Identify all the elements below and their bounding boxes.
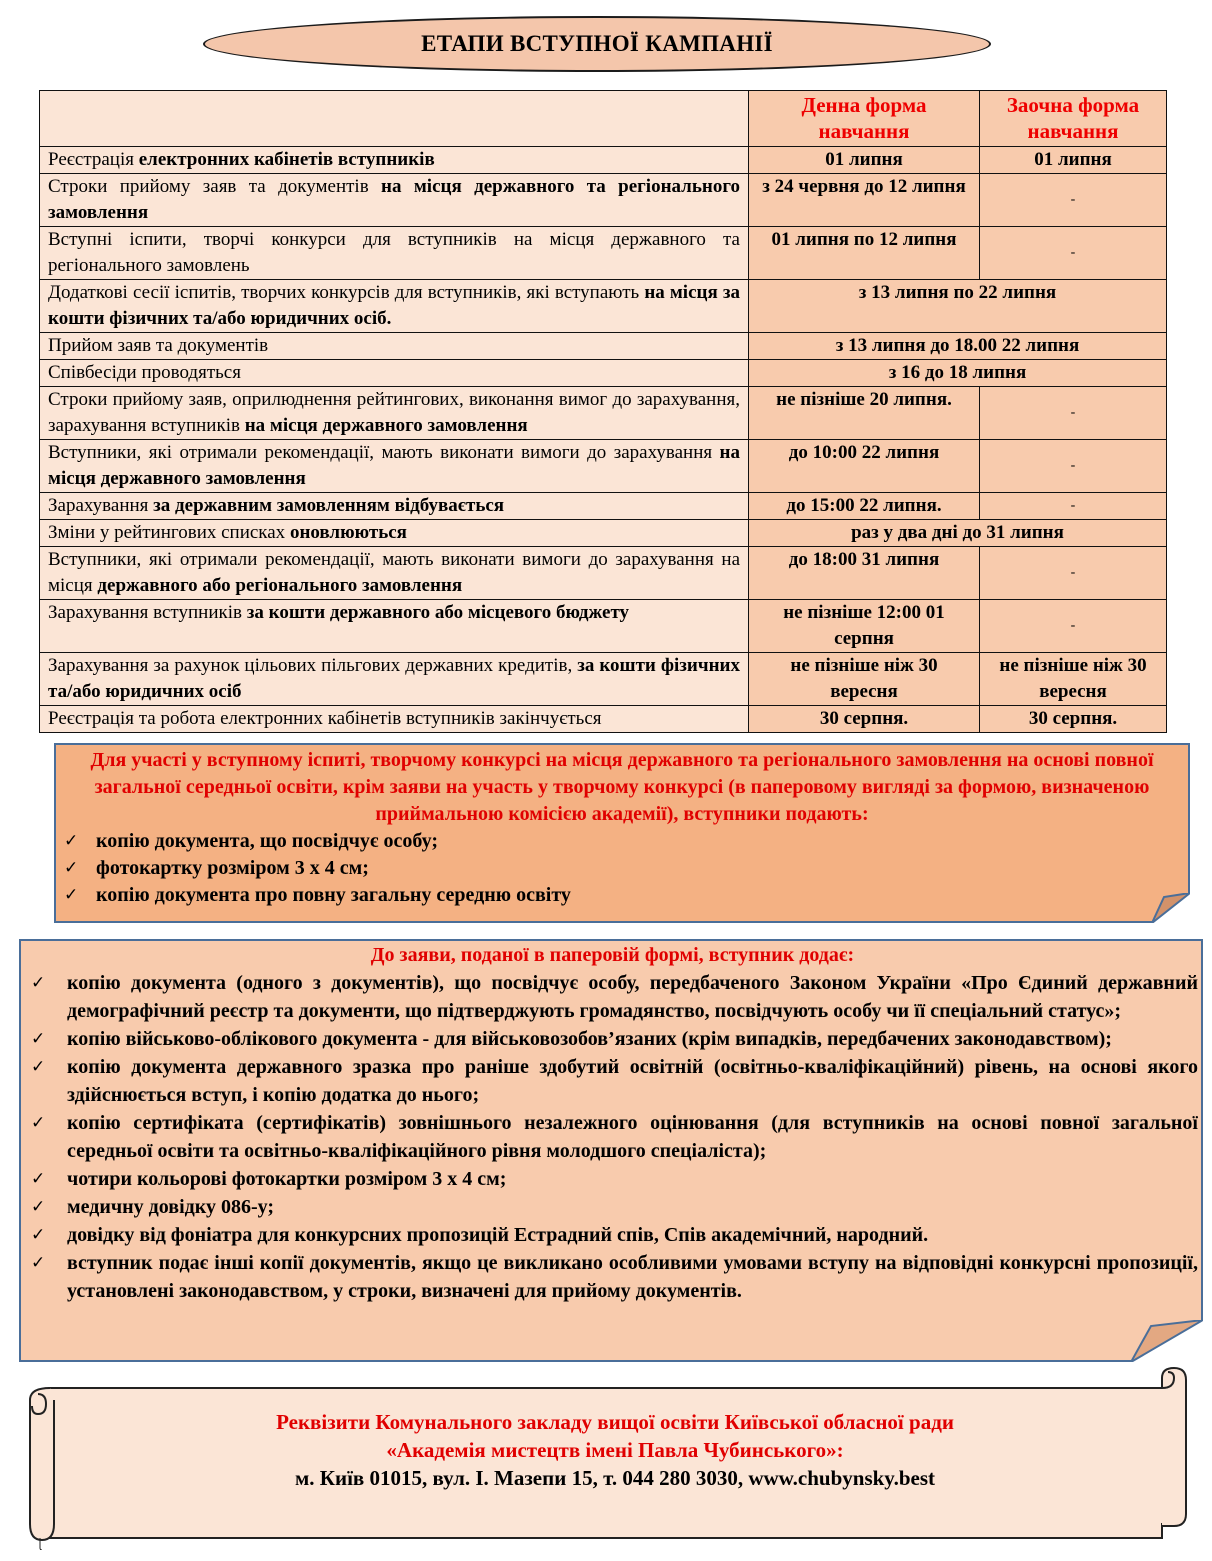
document-item-text: вступник подає інші копії документів, якщо це викликано особливими умовами вступу на відповідні конкурсні пропозиції, установлені законодавством, у строки, визначені для прийому документів. — [67, 1252, 1198, 1302]
document-item — [27, 1221, 1198, 1249]
row-description-text: Вступники, які отримали рекомендації, мають виконати вимоги до зарахування — [48, 442, 720, 463]
row-date-day-form: до 15:00 22 липня. — [749, 493, 980, 520]
not-applicable-dash: - — [1070, 245, 1076, 260]
document-item-text: копію сертифіката (сертифікатів) зовнішнього незалежного оцінювання (для вступників на основі повної загальної середньої освіти та освітньо-кваліфікаційного рівня молодшого спеціаліста); — [67, 1112, 1198, 1162]
checkmark-icon: ✓ — [31, 1253, 46, 1273]
document-item — [27, 1109, 1198, 1165]
page-title: ЕТАПИ ВСТУПНОЇ КАМПАНІЇ — [421, 31, 773, 56]
row-description — [40, 520, 749, 547]
table-row — [40, 227, 1167, 280]
notice-documents-box — [19, 939, 1203, 1362]
row-description-text: Зарахування за рахунок цільових пільгових державних кредитів, — [48, 655, 578, 676]
submission-item — [56, 828, 1188, 855]
checkmark-icon: ✓ — [64, 885, 79, 905]
document-item-text: копію документа (одного з документів), що посвідчує особу, передбаченого Законом України «Про Єдиний державний демографічний реєстр та документи, що підтверджують громадянство, посвідчують особу чи її спеціальний статус»; — [67, 972, 1198, 1022]
table-header-empty — [40, 91, 749, 147]
submission-item-text: копію документа про повну загальну середню освіту — [96, 884, 571, 906]
row-description-text: Додаткові сесії іспитів, творчих конкурсів для вступників, які вступають — [48, 282, 645, 303]
row-description-text: Зміни у рейтингових списках — [48, 522, 290, 543]
notice-submission-box — [54, 743, 1190, 923]
submission-item — [56, 855, 1188, 882]
row-date-both-forms: з 13 липня до 18.00 22 липня — [749, 333, 1167, 360]
row-date-extramural-form — [980, 227, 1167, 280]
document-item — [27, 1193, 1198, 1221]
table-row — [40, 360, 1167, 387]
table-row — [40, 147, 1167, 174]
table-row — [40, 600, 1167, 653]
row-date-extramural-form: 01 липня — [980, 147, 1167, 174]
row-description-text: Реєстрація та робота електронних кабінетів вступників закінчується — [48, 708, 602, 729]
row-date-day-form: до 10:00 22 липня — [749, 440, 980, 493]
row-description-text: Строки прийому заяв, оприлюднення рейтингових, виконання вимог до зарахування, зарахування вступників — [48, 389, 740, 436]
row-date-extramural-form — [980, 493, 1167, 520]
document-item — [27, 1025, 1198, 1053]
document-item — [27, 1053, 1198, 1109]
document-item-text: копію документа державного зразка про раніше здобутий освітній (освітньо-кваліфікаційний) рівень, на основі якого здійснюється вступ, і копію додатка до нього; — [67, 1056, 1198, 1106]
table-row — [40, 387, 1167, 440]
row-date-day-form: 30 серпня. — [749, 706, 980, 733]
not-applicable-dash: - — [1070, 618, 1076, 633]
row-description-text: Реєстрація — [48, 149, 139, 170]
submission-item — [56, 882, 1188, 909]
row-description-text: Строки прийому заяв та документів — [48, 176, 382, 197]
row-description — [40, 547, 749, 600]
row-description-text: Прийом заяв та документів — [48, 335, 269, 356]
notice-submission-list — [56, 828, 1188, 909]
checkmark-icon: ✓ — [31, 973, 46, 993]
row-description — [40, 493, 749, 520]
checkmark-icon: ✓ — [31, 1113, 46, 1133]
row-description-text: Співбесіди проводяться — [48, 362, 241, 383]
table-row — [40, 174, 1167, 227]
table-row — [40, 547, 1167, 600]
row-description-emphasis: оновлюються — [289, 522, 407, 543]
notice-submission-heading: Для участі у вступному іспиті, творчому конкурсі на місця державного та регіонального замовлення на основі повної загальної середньої освіти, крім заяви на участь у творчому конкурсі (в паперовому вигляді за формою, визначеною приймальною комісією академії), вступники подають: — [90, 749, 1154, 825]
document-item — [27, 1249, 1198, 1305]
row-date-day-form: 01 липня — [749, 147, 980, 174]
page-curl-icon — [1152, 893, 1190, 923]
not-applicable-dash: - — [1070, 458, 1076, 473]
row-description — [40, 333, 749, 360]
page-curl-icon — [1131, 1320, 1203, 1362]
row-date-extramural-form — [980, 440, 1167, 493]
document-item — [27, 1165, 1198, 1193]
submission-item-text: копію документа, що посвідчує особу; — [96, 830, 439, 852]
row-description-emphasis: державного або регіонального замовлення — [97, 575, 463, 596]
document-item-text: копію військово-облікового документа - для військовозобов’язаних (крім випадків, передбачених законодавством); — [67, 1028, 1112, 1050]
row-description — [40, 653, 749, 706]
row-description-text: Вступники, які отримали рекомендації, мають виконати вимоги до зарахування на місця — [48, 549, 740, 596]
row-description-emphasis: за кошти державного або місцевого бюджету — [246, 602, 630, 623]
table-row — [40, 493, 1167, 520]
not-applicable-dash: - — [1070, 565, 1076, 580]
not-applicable-dash: - — [1070, 405, 1076, 420]
document-item — [27, 969, 1198, 1025]
row-description-text: Зарахування вступників — [48, 602, 247, 623]
checkmark-icon: ✓ — [31, 1057, 46, 1077]
row-description-text: Зарахування — [48, 495, 154, 516]
row-date-extramural-form — [980, 387, 1167, 440]
table-row — [40, 333, 1167, 360]
row-description — [40, 147, 749, 174]
row-date-both-forms: з 13 липня по 22 липня — [749, 280, 1167, 333]
checkmark-icon: ✓ — [64, 831, 79, 851]
institution-details — [60, 1408, 1170, 1492]
header-extramural-form: Заочна форма навчання — [980, 91, 1167, 147]
row-date-both-forms: з 16 до 18 липня — [749, 360, 1167, 387]
checkmark-icon: ✓ — [31, 1029, 46, 1049]
row-description — [40, 227, 749, 280]
row-date-day-form: 01 липня по 12 липня — [749, 227, 980, 280]
table-row — [40, 280, 1167, 333]
row-description — [40, 280, 749, 333]
row-description — [40, 440, 749, 493]
row-description-emphasis: за державним замовленням відбувається — [153, 495, 505, 516]
row-date-extramural-form — [980, 174, 1167, 227]
document-item-text: медичну довідку 086-у; — [67, 1196, 275, 1218]
title-banner — [203, 16, 991, 72]
row-description — [40, 387, 749, 440]
row-description-emphasis: електронних кабінетів вступників — [138, 149, 435, 170]
checkmark-icon: ✓ — [64, 858, 79, 878]
row-description-emphasis: за кошти фізичних та/або юридичних осіб — [48, 655, 740, 702]
row-date-day-form: не пізніше ніж 30 вересня — [749, 653, 980, 706]
row-date-day-form: з 24 червня до 12 липня — [749, 174, 980, 227]
row-description-text: Вступні іспити, творчі конкурси для вступників на місця державного та регіонального замовлень — [48, 229, 740, 276]
not-applicable-dash: - — [1070, 498, 1076, 513]
row-description — [40, 706, 749, 733]
institution-contacts: м. Київ 01015, вул. І. Мазепи 15, т. 044 280 3030, www.chubynsky.best — [294, 1466, 936, 1490]
schedule-table — [39, 90, 1167, 733]
row-description — [40, 360, 749, 387]
submission-item-text: фотокартку розміром 3 х 4 см; — [96, 857, 369, 879]
table-header-row — [40, 91, 1167, 147]
not-applicable-dash: - — [1070, 192, 1076, 207]
row-description-emphasis: на місця державного замовлення — [48, 442, 740, 489]
checkmark-icon: ✓ — [31, 1197, 46, 1217]
row-date-extramural-form — [980, 600, 1167, 653]
document-item-text: чотири кольорові фотокартки розміром 3 х 4 см; — [67, 1168, 507, 1190]
row-description-emphasis: на місця за кошти фізичних та/або юридичних осіб. — [48, 282, 740, 329]
row-date-extramural-form: не пізніше ніж 30 вересня — [980, 653, 1167, 706]
institution-line-1: Реквізити Комунального закладу вищої освіти Київської обласної ради — [276, 1410, 954, 1434]
checkmark-icon: ✓ — [31, 1225, 46, 1245]
row-date-both-forms: раз у два дні до 31 липня — [749, 520, 1167, 547]
table-row — [40, 440, 1167, 493]
row-description — [40, 174, 749, 227]
checkmark-icon: ✓ — [31, 1169, 46, 1189]
table-row — [40, 653, 1167, 706]
row-description-emphasis: на місця державного та регіонального замовлення — [48, 176, 740, 223]
row-date-day-form: не пізніше 20 липня. — [749, 387, 980, 440]
header-day-form: Денна форма навчання — [749, 91, 980, 147]
institution-line-2: «Академія мистецтв імені Павла Чубинського»: — [386, 1438, 844, 1462]
row-description — [40, 600, 749, 653]
row-date-extramural-form: 30 серпня. — [980, 706, 1167, 733]
table-row — [40, 520, 1167, 547]
table-row — [40, 706, 1167, 733]
row-date-day-form: до 18:00 31 липня — [749, 547, 980, 600]
row-description-emphasis: на місця державного замовлення — [244, 415, 528, 436]
document-item-text: довідку від фоніатра для конкурсних пропозицій Естрадний спів, Спів академічний, народний. — [67, 1224, 929, 1246]
notice-documents-heading: До заяви, поданої в паперовій формі, вступник додає: — [370, 944, 855, 966]
row-date-day-form: не пізніше 12:00 01 серпня — [749, 600, 980, 653]
notice-documents-list — [27, 969, 1198, 1305]
row-date-extramural-form — [980, 547, 1167, 600]
